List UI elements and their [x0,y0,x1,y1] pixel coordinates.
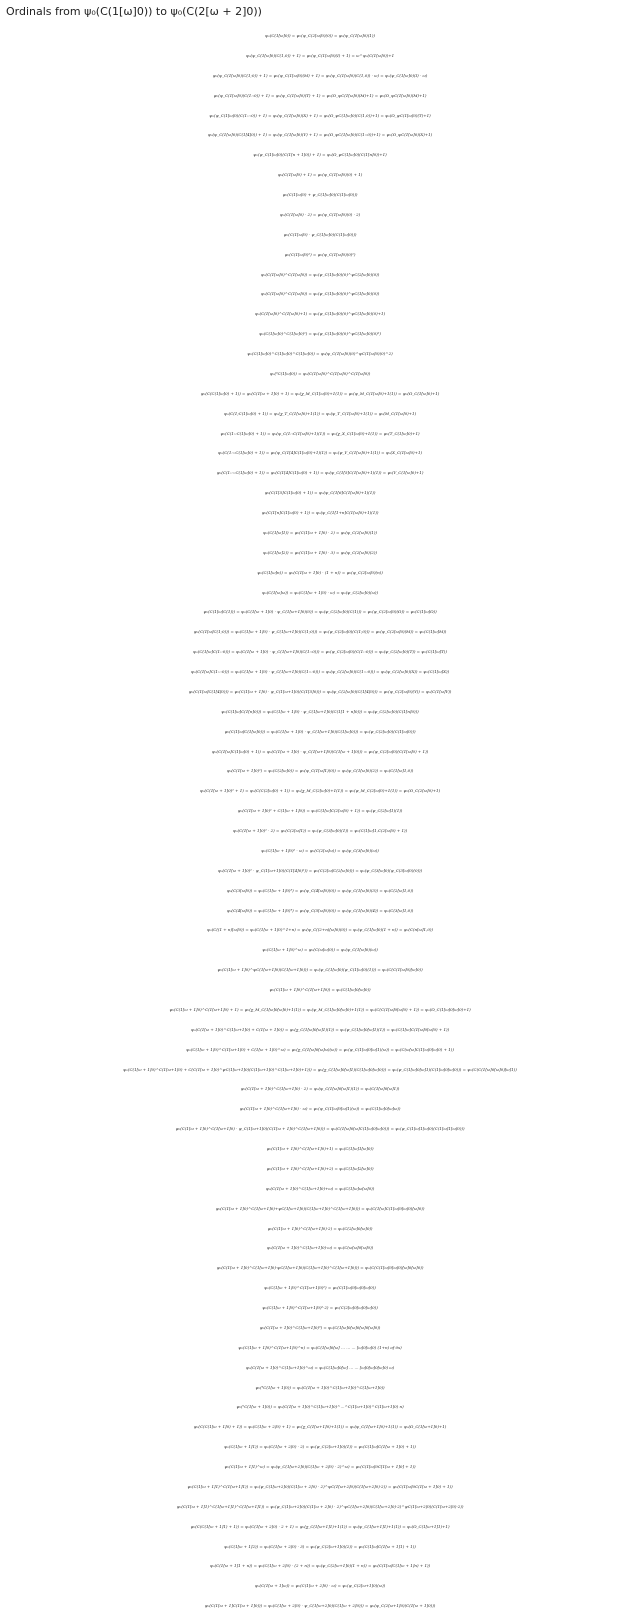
equation-line: ψ₀(C(1[ω + 1]0)^C(1[ω+1]0)+ω) = ψ₀(C(1[ω]ω[ω]0)) [265,1185,375,1191]
equation-line: ψ₀(C(1[ω + 1]0)^C(1[ω+1]0)·ψC(1[ω+1]0)(C(1[ω+1]0)^C(1[ω+1]0))) = ψ₀(C(C(1[ω]0[ω]0)[ω]0[ω]0)) [216,1265,424,1271]
equation-line: ψ₀(C(1[ω + 1]0)^C(1[ω+1]0)+1) = ψ₀(C(1[ω]1[ω]0)) [266,1146,374,1151]
equation-line: ψ₀(C(1[ω]0)^C(1[ω]0)²) = ψ₀(ψ_C(1[ω]0)(0)^ψC(1[ω]0)(0)²) [259,331,381,337]
equation-line: ψ₀(C(1[ω + 1]1)^C(1[ω+1]1)) = ψ₀(ψ_C(1[ω+2]0)(C(1[ω + 2]0) · 2)^ψC(1[ω+2]0)(C(1[ω+2]0)·2)) = ψ₀(C(1[ω]0C(1[ω + 1]0) + 1)) [187,1483,453,1489]
equation-line: ψ₀(C(1[ω + 1]0)^C(1[ω+1]0) + C(C(1[ω + 1]0)^ψC(1[ω+1]0)(C(1[ω+1]0)^C(1[ω+1]0)+1))) = ψ₀(χ_C(1[ω]0[ω]1)(C(1[ω]0[ω]0))) = ψ₀(ψ_C(1[ω]0[ω]1)(C(1[ω]0[ω]0))) = ψ₀(C(C(1[ω]0[ω]0)[ω]1)) [123,1066,517,1072]
equation-line: ψ₀(C(1[ω]0)²) = ψ₀(ψ_C(1[ω]0)(0)²) [284,251,356,257]
equation-line: ψ₀(C(1[ω + 1]0)^C(1[ω+1]0)+2) = ψ₀(C(1[ω]2[ω]0)) [266,1165,374,1171]
equation-line: ψ₀(C(1[ω]n)) = ψ₀(C(1[ω + 1]0) · (1 + n)) = ψ₀(ψ_C(2[ω]0)(n)) [257,569,383,575]
equation-line: ψ₀(C(1[ω + 1]1 + n)) = ψ₀(C(1[ω + 2]0) · (2 + n)) = ψ₀(ψ_C(2[ω+1]0)(1 + n)) = ψ₀(C(1[ω]C(1[ω + 1]n) + 1)) [209,1563,431,1569]
equation-line: ψ₀(C(C(1[ω + 1]1) + 1)) = ψ₀(C(1[ω + 2]0) · 2 + 1) = ψ₀(χ_C(1[ω+1]1)+1(1)) = ψ₀(ψ_C(1[ω+1]1)+1(1)) = ψ₀(Ω_C(1[ω+1]1)+1) [190,1523,450,1529]
equation-line: ψ₀(C(1[ω + 1]0)^C(1[ω+1]0)²·2) = ψ₀(C(2[ω]0[ω]0[ω]0)) [262,1305,378,1310]
equation-line: ψ₀(C(4[ω]0)) = ψ₀(C(1[ω + 1]0)⁴) = ψ₀(ψ_C(5[ω]0)(0)) = ψ₀(ψ_C(1[ω]0)(4)) = ψ₀(C(3[ω]1,0)) [226,907,414,913]
equation-line: ψ₀(ψ_C(1[ω]0)(C(1;0)) + 1) = ψ₀(ψ_C(1[ω]0)(M) + 1) = ψ₀(ψ_C(1[ω]0)(C(1,0)) · ω) = ψ₀(ψ_C(1[ω]0)(I) · ω) [212,72,428,78]
equation-line: ψ₀(ψ_C(1[ω]0)(C(1:::0)) + 1) = ψ₀(ψ_C(1[ω]0)(X) + 1) = ψ₀(Ω_ψC(1[ω]0)(C(1,0))+1) = ψ₀(Ω_ψC(1[ω]0)(T)+1) [209,112,431,118]
equation-line: ψ₀(C(1[ω]0)^C(1[ω]0)) = ψ₀(ψ_C(1[ω]0)(0)^ψC(2[ω]0)(0)) [260,271,380,277]
page-title: Ordinals from ψ₀(C(1[ω]0)) to ψ₀(C(2[ω + 2]0)) [6,5,262,18]
equation-line: ψ₀(ψ_C(1[ω]0)(C(1[n + 1]0)) + 1) = ψ₀(Ω_ψC(1[ω]0)(C(1[n]0))+1) [253,152,387,158]
equation-line: ψ₀(C(1[ω]0) + ψ_C(1[ω]0)(C(1[ω]0))) [282,192,358,197]
equation-line: ψ₀(C(1[ω + 1]0)^C(1[ω+1]0)²) = ψ₀(C(1[ω]0[ω]0[ω]0)) [264,1285,376,1291]
equation-line: ψ₀(C(C(1[ω + 1]0) + 1)) = ψ₀(C(1[ω + 2]0) + 1) = ψ₀(χ_C(1[ω+1]0)+1(1)) = ψ₀(ψ_C(1[ω+1]0)+1(1)) = ψ₀(Ω_C(1[ω+1]0)+1) [193,1424,447,1430]
equation-line: ψ₀(ψ_C(1[ω]0)(C(1::0)) + 1) = ψ₀(ψ_C(1[ω]0)(T) + 1) = ψ₀(Ω_ψC(1[ω]0)(M)+1) = ψ₀(Ω_ψC(1[ω]0)(M)+1) [213,92,427,98]
equation-line: ψ₀(C(1[ω]C(1;0))) = ψ₀(C(1[ω + 1]0) · ψ_C(1[ω+1]0)(C(1;0))) = ψ₀(ψ_C(2[ω]0)(C(1;0))) = ψ₀(ψ_C(2[ω]0)(M)) = ψ₀(C(1[ω]M)) [193,629,447,635]
equation-line: ψ₀(C(1[ω + 1]0)^ω) = ψ₀(C(ω[ω]0)) = ψ₀(ψ_C(1[ω]0)(ω)) [262,947,378,953]
equation-line: ψ₀(C(1[ω + 1]0)^C(1[ω+1]0) + C(1[ω + 1]0)^ω) = ψ₀(χ_C(1[ω]0[ω]ω)(ω)) = ψ₀(ψ_C(1[ω]0[ω]1)(ω)) = ψ₀(C(ω[ω]C(1[ω]0[ω]0) + 1)) [186,1046,454,1052]
equation-line: ψ₀(C(1[ω + 1]0)² + 1) = ψ₀(C(C(2[ω]0) + 1)) = ψ₀(χ_M_C(2[ω]0)+1(1)) = ψ₀(ψ_M_C(2[ω]0)+1(1)) = ψ₀(Ω_C(2[ω]0)+1) [199,788,441,794]
equation-line: ψ₀(C(1[ω]1)) = ψ₀(C(1[ω + 1]0) · 2) = ψ₀(ψ_C(2[ω]0)(1)) [263,529,377,535]
equation-line: ψ₀(C(1[ω]C(1[n]0))) = ψ₀(C(1[ω + 1]0) · ψ_C(1[ω+1]0)(C(1[1 + n]0))) = ψ₀(ψ_C(2[ω]0)(C(1[n]0))) [221,708,419,714]
equation-line: ψ₀(C(1[ω]C(1[4]0))) = ψ₀(C(1[ω + 1]0) · ψ_C(1[ω+1]0)(C(1[5]0))) = ψ₀(ψ_C(2[ω]0)(C(1[4]0))) = ψ₀(ψ_C(2[ω]0)(Y)) = ψ₀(C(1[ω]Y)) [188,688,452,694]
equation-line: ψ₀(C(1[ω + 1]0)² · 2) = ψ₀(C(2[ω]1)) = ψ₀(ψ_C(3[ω]0)(1)) = ψ₀(C(1[ω]1,C(2[ω]0) + 1)) [232,828,408,833]
equation-line: ψ₀(C(1[ω + 1]0)^C(1[ω+1]0) + 1) = ψ₀(χ_M_C(1[ω]0[ω]0)+1(1)) = ψ₀(ψ_M_C(1[ω]0[ω]0)+1(1)) = ψ₀(C(C(1[ω]0[ω]0) + 1)) = ψ₀(Ω_C(1[ω]0[ω]0)+1) [169,1006,471,1012]
equation-line: ψ₀(C(1[n]C(1[ω]0) + 1)) = ψ₀(ψ_C(1[1+n]C(1[ω]0)+1)(1)) [261,510,379,515]
equation-line: ψ₀(C(1[ω + 1]0)^C(1[ω+1]0)+ψC(1[ω+1]0)(C(1[ω+1]0)^C(1[ω+1]0))) = ψ₀(C(1[ω]C(1[ω]0[ω]0)[ω]0)) [215,1205,425,1211]
equation-line: ψ₀(C(1[ω + 1]0)² · ψ_C(1[ω+1]0)(C(1[4]0)²)) = ψ₀(C(2[ω]C(2[ω]0))) = ψ₀(ψ_C(3[ω]0)(ψ_C(3[ω]0)(0))) [217,867,423,873]
equation-line: ψ₀(C(1[ω + 1]0)^C(1[ω+1]0)) = ψ₀(C(1[ω]0[ω]0)) [269,987,371,992]
equation-line: ψ₀(C((1 + n)[ω]0)) = ψ₀(C(1[ω + 1]0)^1+n) = ψ₀(ψ_C((2+n)[ω]0)(0)) = ψ₀(ψ_C(1[ω]0)(1 + n)) = ψ₀(C(n[ω]1,0)) [207,927,433,933]
equation-line: ψ₀(C(1[ω + 1]0)^C(1[ω+1]0) · ψ_C(1[ω+1]0)(C(1[ω + 1]0)^C(1[ω+1]0))) = ψ₀(C(1[ω]0[ω]C(1[ω]0[ω]0))) = ψ₀(ψ_C(1[ω]1[ω]0)(C(1[ω]1[ω]0))) [175,1126,465,1132]
equation-line: ψ₀(C(1[ω]0) + 1) = ψ₀(ψ_C(1[ω]0)(0) + 1) [277,172,363,178]
equation-line: ψ₀(C(1[ω + 1]1)^ω) = ψ₀(ψ_C(1[ω+2]0)(C(1[ω + 2]0) · 2)^ω) = ψ₀(C(1[ω]0C[1[ω + 1]0] + 1)) [224,1464,416,1469]
equation-line: ψ₀(C(1::::C(1[ω]0) + 1)) = ψ₀(C(1[4]C(1[ω]0) + 1)) = ψ₀(ψ_C(1[5]C(1[ω]0)+1)(1)) = ψ₀(Y_C(1[ω]0)+1) [216,470,424,476]
equation-line: ψ₀(³C(1[ω]0)) = ψ₀(C(1[ω]0)^C(1[ω]0)^C(1[ω]0)) [269,370,371,376]
equation-line: ψ₀(C(1::C(1[ω]0) + 1)) = ψ₀(ψ_C(1::C(1[ω]0)+1)(1)) = ψ₀(χ_X_C(1[ω]0)+1(1)) = ψ₀(T_C(1[ω]0)+1) [220,430,420,436]
equation-line: ψ₀(C(1[ω + 1]0)²) = ψ₀(C(2[ω]0)) = ψ₀(ψ_C(1[ω]1)(0)) = ψ₀(ψ_C(1[ω]0)(2)) = ψ₀(C(1[ω]1,0)) [226,768,414,774]
equation-line: ψ₀(C(1[ω]C(1[ω]0) + 1)) = ψ₀(C(1[ω + 1]0) · ψ_C(1[ω+1]0)(C(1[ω + 1]0))) = ψ₀(ψ_C(2[ω]0)(C(1[ω]0) + 1)) [211,748,429,754]
equation-line: ψ₀(C(1[ω]0)^C(1[ω]0)^C(1[ω]0)) = ψ₀(ψ_C(1[ω]0)(0)^ψC(1[ω]0)(0)^2) [247,351,393,356]
equation-line: ψ₀(C(3[ω]0)) = ψ₀(C(1[ω + 1]0)³) = ψ₀(ψ_C(4[ω]0)(0)) = ψ₀(ψ_C(1[ω]0)(3)) = ψ₀(C(2[ω]1,0)) [226,887,414,893]
equation-line: ψ₀(C(1[ω + 1]0)^C(1[ω+1]0) + C(1[ω + 1]0)) = ψ₀(χ_C(1[ω]0[ω]1)(1)) = ψ₀(ψ_C(1[ω]0[ω]1)(1)) = ψ₀(C(1[ω]C(1[ω]0[ω]0) + 1)) [190,1026,450,1032]
equation-line: ψ₀(C(1[ω]C(1))) = ψ₀(C(1[ω + 1]0) · ψ_C(1[ω+1]0)(0)) = ψ₀(ψ_C(2[ω]0)(C(1))) = ψ₀(ψ_C(2[ω]0)(Ω)) = ψ₀(C(1[ω]Ω)) [203,609,437,615]
equation-line: ψ₀(C(1[ω + 1]0)^C(1[ω+1]0)^ω) = ψ₀(C(1[ω]0[ω] … … [ω]0[ω]0[ω]0) ω) [245,1364,395,1370]
equation-line: ψ₀(C(1[ω]C(1:::0))) = ψ₀(C(1[ω + 1]0) · ψ_C(1[ω+1]0)(C(1:::0))) = ψ₀(ψ_C(2[ω]0)(C(1:::0))) = ψ₀(ψ_C(2[ω]0)(X)) = ψ₀(C(1[ω]X)) [190,669,450,674]
equation-line: ψ₀(C(1[ω]0)^C(1[ω]0)) = ψ₀(ψ_C(1[ω]0)(0)^ψC(1[ω]0)(0)) [260,291,380,297]
equation-line: ψ₀(C(1[ω]0) · 2) = ψ₀(ψ_C(1[ω]0)(0) · 2) [279,211,361,217]
equation-line: ψ₀(C(1[ω + 1]0)^C(1[ω+1]0)·ω) = ψ₀(C(ω[ω]0[ω]0)) [266,1245,374,1251]
equation-line: ψ₀(C(1[ω + 1]0)^C(1[ω+1]0) · 2) = ψ₀(ψ_C(1[ω]0[ω]1)(1)) = ψ₀(C(1[ω]0[ω]1)) [240,1086,400,1092]
equation-line: ψ₀(C(1[ω + 1]0)² + C(1[ω + 1]0)) = ψ₀(C(1[ω]C(2[ω]0) + 1)) = ψ₀(ψ_C(2[ω]1)(1)) [237,808,403,814]
equation-line: ψ₀(C(1[ω]0)^C(1[ω]0)+1) = ψ₀(ψ_C(1[ω]0)(0)^ψC(1[ω]0)(0)+1) [254,311,386,317]
equation-line: ψ₀(C(1[ω]2)) = ψ₀(C(1[ω + 1]0) · 3) = ψ₀(ψ_C(2[ω]0)(2)) [263,549,377,555]
equation-line: ψ₀(C(1[ω + 1]1)^C(1[ω+1]1)^C(1[ω+1]1)) = ψ₀(ψ_C(1[ω+2]0)(C(1[ω + 2]0) · 2)^ψC(1[ω+2]0)(C(1[ω+2]0)·2)^ψC(1[ω+2]0)(C(1[ω+2]0)·2)) [176,1503,464,1509]
equation-line: ψ₀(C(1[ω + 1]0)² · ω) = ψ₀(C(2[ω]ω)) = ψ₀(ψ_C(3[ω]0)(ω)) [261,847,379,853]
equation-line: ψ₀(C(1;C(1[ω]0) + 1)) = ψ₀(χ_T_C(1[ω]0)+1(1)) = ψ₀(ψ_T_C(1[ω]0)+1(1)) = ψ₀(M_C(1[ω]0)+1) [223,410,417,416]
equation-line: ψ₀(³C(1[ω + 1]0)) = ψ₀(C(1[ω + 1]0)^C(1[ω+1]0)^C(1[ω+1]0)) [255,1384,385,1390]
equation-list [0,26,640,1616]
equation-line: ψ₀(C(1[ω + 1]2)) = ψ₀(C(1[ω + 2]0) · 3) = ψ₀(ψ_C(2[ω+1]0)(2)) = ψ₀(C(1[ω]C(1[ω + 1]1) + 1)) [224,1543,416,1549]
equation-line: ψ₀(C(C(1[ω]0) + 1)) = ψ₀(C(1[ω + 1]0) + 1) = ψ₀(χ_M_C(1[ω]0)+1(1)) = ψ₀(ψ_M_C(1[ω]0)+1(1)) = ψ₀(Ω_C(1[ω]0)+1) [200,390,440,396]
equation-line: ψ₀(C(1[5]C(1[ω]0) + 1)) = ψ₀(ψ_C(1[6]C(1[ω]0)+1)(1)) [264,490,376,496]
equation-line: ψ₀(C(1[ω + 1]0)^C(1[ω+1]0) · ω) = ψ₀(ψ_C(1[ω]0[ω]1)(ω)) = ψ₀(C(1[ω]0[ω]ω)) [239,1106,401,1112]
equation-line: ψ₀(C(1[ω + 1]1)) = ψ₀(C(1[ω + 2]0) · 2) = ψ₀(ψ_C(2[ω+1]0)(1)) = ψ₀(C(1[ω]C(1[ω + 1]0) + 1)) [224,1444,416,1450]
equation-line: ψ₀(C(1[ω + 1]C(1[ω + 1]0))) = ψ₀(C(1[ω + 2]0) · ψ_C(1[ω+2]0)(C(1[ω + 2]0))) = ψ₀(ψ_C(2[ω+1]0)(C(1[ω + 1]0))) [204,1603,436,1609]
equation-line: ψ₀(C(1[ω]0) · ψ_C(1[ω]0)(C(1[ω]0))) [283,231,357,237]
equation-line: ψ₀(C(1[ω + 1]0)^C(1[ω+1]0)·2) = ψ₀(C(2[ω]0[ω]0)) [267,1225,373,1231]
equation-line: ψ₀(C(1[ω + 1]0)^ψC(1[ω+1]0)(C(1[ω+1]0))) = ψ₀(ψ_C(1[ω]0)(ψ_C(1[ω]0)(1))) = ψ₀(C(C(1[ω]0)[ω]0)) [217,967,423,973]
equation-line: ψ₀(C(1:::C(1[ω]0) + 1)) = ψ₀(ψ_C(1[4]C(1[ω]0)+1)(1)) = ψ₀(ψ_Y_C(1[ω]0)+1(1)) = ψ₀(X_C(1[ω]0)+1) [217,450,423,456]
equation-line: ψ₀(C(1[ω]ω)) = ψ₀(C(1[ω + 1]0) · ω) = ψ₀(ψ_C(2[ω]0)(ω)) [261,589,379,595]
equation-line: ψ₀(C(1[ω]0)) = ψ₀(ψ_C(2[ω]0)(0)) = ψ₀(ψ_C(1[ω]0)(1)) [265,33,375,38]
equation-line: ψ₀(C(1[ω + 1]0)^C(1[ω+1]0)³) = ψ₀(C(1[ω]0[ω]0[ω]0[ω]0)) [259,1324,381,1330]
equation-line: ψ₀(C(1[ω]C(1::0))) = ψ₀(C(1[ω + 1]0) · ψ_C(1[ω+1]0)(C(1::0))) = ψ₀(ψ_C(2[ω]0)(C(1::0))) = ψ₀(ψ_C(2[ω]0)(T)) = ψ₀(C(1[ω]T)) [193,649,447,655]
equation-line: ψ₀(ⁿC(1[ω + 1]0)) = ψ₀(C(1[ω + 1]0)^C(1[ω+1]0)^…^C(1[ω+1]0)^C(1[ω+1]0) n) [236,1404,404,1410]
equation-line: ψ₀(C(1[ω + 1]0)^C(1[ω+1]0)^n) = ψ₀(C(1[ω]0[ω] … … … [ω]0[ω]0) (1+n) of 0s) [238,1344,402,1350]
equation-line: ψ₀(ψ_C(1[ω]0)(C(1,0)) + 1) = ψ₀(ψ_C(1[ω]0)(I) + 1) = ω^ψ₀(C(1[ω]0))+1 [245,52,395,58]
equation-line: ψ₀(C(1[ω + 1]ω)) = ψ₀(C(1[ω + 2]0) · ω) = ψ₀(ψ_C(2[ω+1]0)(ω)) [254,1583,386,1589]
equation-line: ψ₀(C(1[ω]C(1[ω]0))) = ψ₀(C(1[ω + 1]0) · ψ_C(1[ω+1]0)(C(1[ω]0))) = ψ₀(ψ_C(2[ω]0)(C(1[ω]0))) [224,728,416,734]
equation-line: ψ₀(ψ_C(1[ω]0)(C(1[4]0)) + 1) = ψ₀(ψ_C(1[ω]0)(Y) + 1) = ψ₀(Ω_ψC(1[ω]0)(C(1::0))+1) = ψ₀(Ω_ψC(1[ω]0)(X)+1) [207,132,433,138]
